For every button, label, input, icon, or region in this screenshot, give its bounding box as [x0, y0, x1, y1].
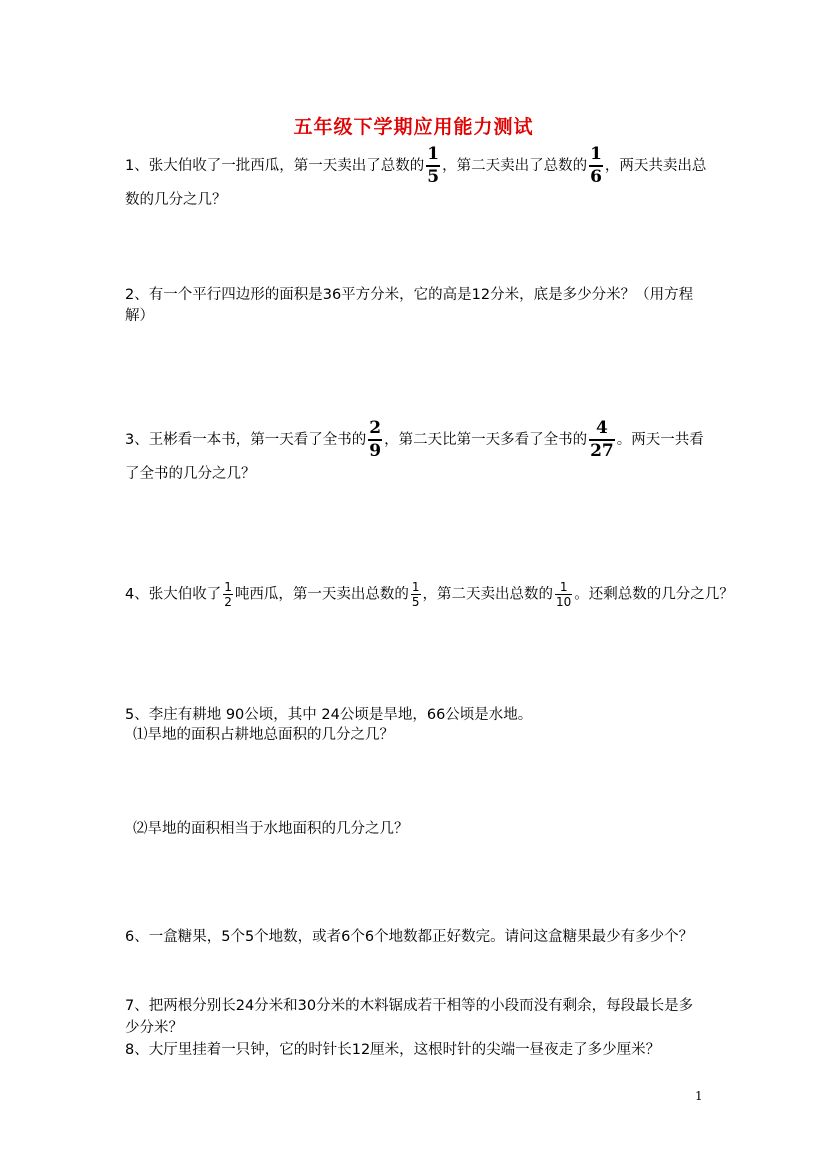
question-1-text-b: ，第二天卖出了总数的 [442, 158, 588, 174]
fraction-denominator: 9 [369, 441, 382, 461]
fraction-denominator: 27 [590, 441, 614, 461]
question-3-text-c: 。两天一共看 [616, 432, 704, 448]
question-2-line-1: 2、有一个平行四边形的面积是36平方分米，它的高是12分米，底是多少分米？（用方程 [125, 287, 694, 303]
fraction-numerator: 1 [224, 580, 232, 594]
question-4-text-a: 4、张大伯收了 [125, 586, 222, 603]
question-1-line-2: 数的几分之几？ [125, 192, 227, 208]
fraction-four-twentysevenths [589, 420, 615, 460]
question-3-text-a: 3、王彬看一本书，第一天看了全书的 [125, 432, 367, 448]
fraction-denominator: 6 [590, 167, 602, 187]
fraction-one-tenth [555, 581, 572, 608]
fraction-denominator: 2 [224, 595, 232, 609]
fraction-two-ninths [368, 420, 382, 460]
question-4-text-c: ，第二天卖出总数的 [422, 586, 554, 603]
fraction-numerator: 4 [595, 418, 608, 438]
question-7-line-2: 少分米？ [125, 1020, 183, 1036]
question-5-sub-1: ⑴旱地的面积占耕地总面积的几分之几？ [133, 727, 394, 743]
fraction-denominator: 5 [427, 167, 440, 187]
fraction-numerator: 2 [369, 418, 382, 438]
question-7-line-1: 7、把两根分别长24分米和30分米的木料锯成若干相等的小段而没有剩余，每段最长是多 [125, 998, 694, 1014]
fraction-numerator: 1 [411, 580, 420, 594]
fraction-denominator: 10 [556, 595, 572, 609]
question-1-line-1 [125, 146, 706, 186]
fraction-one-sixth [589, 146, 603, 186]
question-1-text-c: ，两天共卖出总 [604, 158, 707, 174]
fraction-one-half [223, 581, 233, 608]
fraction-one-fifth [426, 146, 440, 186]
fraction-numerator: 1 [559, 580, 568, 594]
fraction-numerator: 1 [427, 144, 440, 164]
question-5-sub-2: ⑵旱地的面积相当于水地面积的几分之几？ [133, 821, 409, 837]
question-4-text-b: 吨西瓜，第一天卖出总数的 [234, 586, 409, 603]
question-4-text-d: 。还剩总数的几分之几？ [574, 586, 734, 603]
question-2-line-2: 解） [125, 308, 154, 324]
question-4-line-1 [125, 581, 734, 608]
question-3-line-1 [125, 420, 704, 460]
fraction-one-fifth-small [411, 581, 421, 608]
question-1-text-a: 1、张大伯收了一批西瓜，第一天卖出了总数的 [125, 158, 425, 174]
question-8-line-1: 8、大厅里挂着一只钟，它的时针长12厘米，这根时针的尖端一昼夜走了多少厘米？ [125, 1042, 661, 1058]
fraction-denominator: 5 [411, 595, 420, 609]
fraction-numerator: 1 [590, 144, 602, 164]
question-6-line-1: 6、一盒糖果，5个5个地数，或者6个6个地数都正好数完。请问这盒糖果最少有多少个？ [125, 929, 694, 945]
page-number: 1 [695, 1089, 703, 1103]
question-3-line-2: 了全书的几分之几？ [125, 466, 256, 482]
question-5-line-1: 5、李庄有耕地 90公顷，其中 24公顷是旱地，66公顷是水地。 [125, 707, 533, 723]
question-3-text-b: ，第二天比第一天多看了全书的 [384, 432, 588, 448]
page-title: 五年级下学期应用能力测试 [293, 116, 534, 138]
